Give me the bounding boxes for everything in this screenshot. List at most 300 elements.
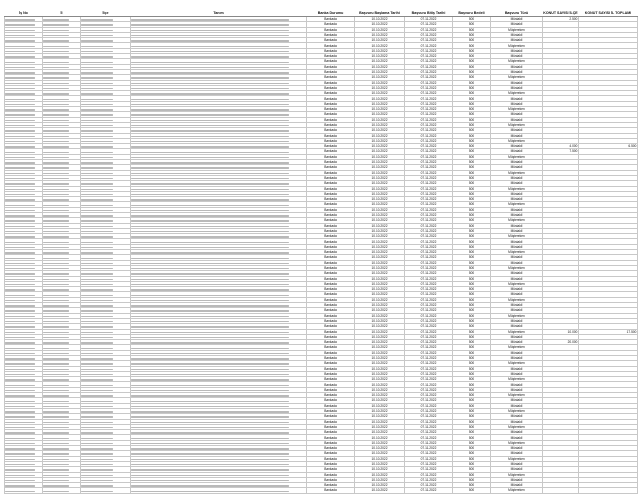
illegible-text-placeholder <box>131 273 289 274</box>
cell-basvuru-turu: Müştereken <box>491 91 543 96</box>
cell-basvuru-turu: Müstakil <box>491 96 543 101</box>
cell-basvuru-baslama: 10.10.2022 <box>355 191 405 196</box>
cell-basvuru-bedeli: 500 <box>453 160 491 165</box>
illegible-text-placeholder <box>5 268 35 269</box>
illegible-text-placeholder <box>131 167 289 168</box>
cell-basvuru-baslama: 10.10.2022 <box>355 170 405 175</box>
cell-basvuru-bitis: 07.11.2022 <box>405 361 453 366</box>
cell-basvuru-bedeli: 500 <box>453 244 491 249</box>
illegible-text-placeholder <box>131 379 289 380</box>
cell-basvuru-bitis: 07.11.2022 <box>405 472 453 477</box>
cell-basvuru-baslama: 10.10.2022 <box>355 456 405 461</box>
cell-basvuru-bitis: 07.11.2022 <box>405 101 453 106</box>
cell-basvuru-baslama: 10.10.2022 <box>355 292 405 297</box>
illegible-text-placeholder <box>131 19 289 20</box>
cell-basvuru-baslama: 10.10.2022 <box>355 350 405 355</box>
illegible-text-placeholder <box>5 183 35 184</box>
cell-basvuru-bedeli: 500 <box>453 318 491 323</box>
illegible-text-placeholder <box>131 99 289 100</box>
illegible-text-placeholder <box>81 459 113 460</box>
cell-basvuru-baslama: 10.10.2022 <box>355 398 405 403</box>
illegible-text-placeholder <box>43 289 69 290</box>
cell-basvuru-baslama: 10.10.2022 <box>355 144 405 149</box>
illegible-text-placeholder <box>5 448 35 449</box>
cell-basvuru-bitis: 07.11.2022 <box>405 54 453 59</box>
cell-banka-durumu: Bankada <box>307 54 355 59</box>
illegible-text-placeholder <box>131 83 289 84</box>
cell-basvuru-baslama: 10.10.2022 <box>355 451 405 456</box>
cell-basvuru-bedeli: 500 <box>453 287 491 292</box>
cell-il <box>43 488 81 493</box>
table-header-row <box>5 4 638 17</box>
cell-basvuru-bitis: 07.11.2022 <box>405 398 453 403</box>
illegible-text-placeholder <box>81 72 113 73</box>
cell-basvuru-turu: Müstakil <box>491 461 543 466</box>
cell-basvuru-turu: Müştereken <box>491 329 543 334</box>
cell-basvuru-turu: Müştereken <box>491 393 543 398</box>
cell-banka-durumu: Bankada <box>307 477 355 482</box>
illegible-text-placeholder <box>131 88 289 89</box>
illegible-text-placeholder <box>5 40 35 41</box>
illegible-text-placeholder <box>131 162 289 163</box>
illegible-text-placeholder <box>5 316 35 317</box>
illegible-text-placeholder <box>5 300 35 301</box>
illegible-text-placeholder <box>81 67 113 68</box>
cell-basvuru-baslama: 10.10.2022 <box>355 366 405 371</box>
cell-banka-durumu: Bankada <box>307 191 355 196</box>
spreadsheet-page <box>4 4 637 493</box>
illegible-text-placeholder <box>131 300 289 301</box>
cell-basvuru-baslama: 10.10.2022 <box>355 435 405 440</box>
illegible-text-placeholder <box>131 226 289 227</box>
illegible-text-placeholder <box>131 157 289 158</box>
cell-banka-durumu: Bankada <box>307 440 355 445</box>
illegible-text-placeholder <box>81 453 113 454</box>
illegible-text-placeholder <box>131 252 289 253</box>
cell-konut-sayisi-il: 17.500 <box>579 329 638 334</box>
illegible-text-placeholder <box>131 348 289 349</box>
cell-banka-durumu: Bankada <box>307 149 355 154</box>
cell-basvuru-bitis: 07.11.2022 <box>405 324 453 329</box>
cell-banka-durumu: Bankada <box>307 202 355 207</box>
cell-basvuru-turu: Müstakil <box>491 318 543 323</box>
illegible-text-placeholder <box>131 485 289 486</box>
illegible-text-placeholder <box>5 19 35 20</box>
cell-basvuru-bitis: 07.11.2022 <box>405 202 453 207</box>
illegible-text-placeholder <box>81 51 113 52</box>
cell-basvuru-turu: Müstakil <box>491 54 543 59</box>
illegible-text-placeholder <box>81 173 113 174</box>
cell-basvuru-bitis: 07.11.2022 <box>405 377 453 382</box>
cell-basvuru-bitis: 07.11.2022 <box>405 80 453 85</box>
illegible-text-placeholder <box>5 146 35 147</box>
cell-basvuru-baslama: 10.10.2022 <box>355 96 405 101</box>
illegible-text-placeholder <box>81 374 113 375</box>
illegible-text-placeholder <box>81 109 113 110</box>
illegible-text-placeholder <box>131 416 289 417</box>
illegible-text-placeholder <box>5 220 35 221</box>
cell-banka-durumu: Bankada <box>307 91 355 96</box>
cell-basvuru-baslama: 10.10.2022 <box>355 318 405 323</box>
cell-basvuru-bitis: 07.11.2022 <box>405 96 453 101</box>
illegible-text-placeholder <box>43 485 69 486</box>
illegible-text-placeholder <box>43 67 69 68</box>
illegible-text-placeholder <box>43 332 69 333</box>
illegible-text-placeholder <box>81 104 113 105</box>
cell-basvuru-bitis: 07.11.2022 <box>405 175 453 180</box>
illegible-text-placeholder <box>81 83 113 84</box>
cell-banka-durumu: Bankada <box>307 371 355 376</box>
illegible-text-placeholder <box>131 56 289 57</box>
illegible-text-placeholder <box>43 173 69 174</box>
cell-banka-durumu: Bankada <box>307 366 355 371</box>
illegible-text-placeholder <box>81 411 113 412</box>
cell-basvuru-baslama: 10.10.2022 <box>355 467 405 472</box>
cell-basvuru-bitis: 07.11.2022 <box>405 149 453 154</box>
illegible-text-placeholder <box>131 279 289 280</box>
illegible-text-placeholder <box>5 348 35 349</box>
illegible-text-placeholder <box>131 448 289 449</box>
cell-basvuru-bitis: 07.11.2022 <box>405 112 453 117</box>
cell-basvuru-bedeli: 500 <box>453 488 491 493</box>
cell-basvuru-bedeli: 500 <box>453 91 491 96</box>
cell-basvuru-turu: Müstakil <box>491 207 543 212</box>
illegible-text-placeholder <box>131 305 289 306</box>
cell-basvuru-baslama: 10.10.2022 <box>355 324 405 329</box>
cell-banka-durumu: Bankada <box>307 472 355 477</box>
cell-basvuru-baslama: 10.10.2022 <box>355 430 405 435</box>
cell-basvuru-baslama: 10.10.2022 <box>355 202 405 207</box>
cell-basvuru-baslama: 10.10.2022 <box>355 303 405 308</box>
cell-basvuru-turu: Müstakil <box>491 271 543 276</box>
cell-basvuru-bedeli: 500 <box>453 403 491 408</box>
illegible-text-placeholder <box>5 379 35 380</box>
cell-basvuru-turu: Müstakil <box>491 287 543 292</box>
cell-basvuru-baslama: 10.10.2022 <box>355 361 405 366</box>
illegible-text-placeholder <box>81 469 113 470</box>
cell-basvuru-bedeli: 500 <box>453 165 491 170</box>
cell-basvuru-turu: Müstakil <box>491 260 543 265</box>
cell-basvuru-bitis: 07.11.2022 <box>405 170 453 175</box>
cell-basvuru-bedeli: 500 <box>453 54 491 59</box>
illegible-text-placeholder <box>5 401 35 402</box>
illegible-text-placeholder <box>43 348 69 349</box>
cell-basvuru-turu: Müstakil <box>491 334 543 339</box>
illegible-text-placeholder <box>5 279 35 280</box>
illegible-text-placeholder <box>131 242 289 243</box>
cell-basvuru-baslama: 10.10.2022 <box>355 287 405 292</box>
cell-basvuru-turu: Müstakil <box>491 17 543 22</box>
illegible-text-placeholder <box>5 342 35 343</box>
cell-banka-durumu: Bankada <box>307 292 355 297</box>
illegible-text-placeholder <box>43 379 69 380</box>
illegible-text-placeholder <box>131 432 289 433</box>
cell-basvuru-bitis: 07.11.2022 <box>405 75 453 80</box>
illegible-text-placeholder <box>131 464 289 465</box>
cell-basvuru-bitis: 07.11.2022 <box>405 308 453 313</box>
illegible-text-placeholder <box>43 263 69 264</box>
illegible-text-placeholder <box>131 67 289 68</box>
illegible-text-placeholder <box>43 342 69 343</box>
cell-basvuru-bitis: 07.11.2022 <box>405 228 453 233</box>
cell-basvuru-bitis: 07.11.2022 <box>405 186 453 191</box>
cell-basvuru-bitis: 07.11.2022 <box>405 144 453 149</box>
cell-basvuru-baslama: 10.10.2022 <box>355 128 405 133</box>
cell-basvuru-bitis: 07.11.2022 <box>405 234 453 239</box>
illegible-text-placeholder <box>131 443 289 444</box>
illegible-text-placeholder <box>81 120 113 121</box>
cell-basvuru-baslama: 10.10.2022 <box>355 461 405 466</box>
illegible-text-placeholder <box>43 279 69 280</box>
cell-basvuru-turu: Müştereken <box>491 218 543 223</box>
illegible-text-placeholder <box>43 199 69 200</box>
cell-basvuru-baslama: 10.10.2022 <box>355 250 405 255</box>
cell-basvuru-bitis: 07.11.2022 <box>405 122 453 127</box>
cell-basvuru-bedeli: 500 <box>453 329 491 334</box>
illegible-text-placeholder <box>43 62 69 63</box>
illegible-text-placeholder <box>131 363 289 364</box>
illegible-text-placeholder <box>5 162 35 163</box>
illegible-text-placeholder <box>5 88 35 89</box>
cell-basvuru-turu: Müstakil <box>491 197 543 202</box>
cell-banka-durumu: Bankada <box>307 377 355 382</box>
cell-basvuru-turu: Müştereken <box>491 154 543 159</box>
cell-basvuru-bitis: 07.11.2022 <box>405 387 453 392</box>
cell-konut-sayisi-ilce <box>543 488 579 493</box>
illegible-text-placeholder <box>43 411 69 412</box>
illegible-text-placeholder <box>5 321 35 322</box>
cell-basvuru-turu: Müstakil <box>491 303 543 308</box>
cell-basvuru-bitis: 07.11.2022 <box>405 107 453 112</box>
cell-basvuru-baslama: 10.10.2022 <box>355 175 405 180</box>
cell-basvuru-baslama: 10.10.2022 <box>355 393 405 398</box>
cell-basvuru-bedeli: 500 <box>453 170 491 175</box>
cell-basvuru-turu: Müştereken <box>491 202 543 207</box>
cell-ilce <box>81 488 131 493</box>
cell-basvuru-baslama: 10.10.2022 <box>355 276 405 281</box>
illegible-text-placeholder <box>81 40 113 41</box>
cell-basvuru-turu: Müstakil <box>491 223 543 228</box>
cell-basvuru-turu: Müstakil <box>491 430 543 435</box>
cell-basvuru-bedeli: 500 <box>453 80 491 85</box>
cell-basvuru-bedeli: 500 <box>453 107 491 112</box>
cell-basvuru-baslama: 10.10.2022 <box>355 477 405 482</box>
illegible-text-placeholder <box>5 453 35 454</box>
cell-basvuru-turu: Müstakil <box>491 181 543 186</box>
cell-basvuru-baslama: 10.10.2022 <box>355 414 405 419</box>
cell-basvuru-bedeli: 500 <box>453 461 491 466</box>
illegible-text-placeholder <box>81 183 113 184</box>
illegible-text-placeholder <box>5 491 35 492</box>
cell-banka-durumu: Bankada <box>307 38 355 43</box>
illegible-text-placeholder <box>43 152 69 153</box>
cell-basvuru-baslama: 10.10.2022 <box>355 419 405 424</box>
cell-banka-durumu: Bankada <box>307 297 355 302</box>
illegible-text-placeholder <box>43 205 69 206</box>
illegible-text-placeholder <box>43 83 69 84</box>
cell-basvuru-baslama: 10.10.2022 <box>355 212 405 217</box>
cell-basvuru-baslama: 10.10.2022 <box>355 313 405 318</box>
cell-basvuru-baslama: 10.10.2022 <box>355 138 405 143</box>
cell-basvuru-turu: Müştereken <box>491 250 543 255</box>
cell-banka-durumu: Bankada <box>307 281 355 286</box>
illegible-text-placeholder <box>81 220 113 221</box>
illegible-text-placeholder <box>43 24 69 25</box>
illegible-text-placeholder <box>131 104 289 105</box>
illegible-text-placeholder <box>43 374 69 375</box>
cell-basvuru-bedeli: 500 <box>453 117 491 122</box>
illegible-text-placeholder <box>131 453 289 454</box>
illegible-text-placeholder <box>81 130 113 131</box>
housing-project-table <box>4 4 638 494</box>
cell-basvuru-bedeli: 500 <box>453 85 491 90</box>
illegible-text-placeholder <box>131 236 289 237</box>
illegible-text-placeholder <box>131 189 289 190</box>
illegible-text-placeholder <box>81 480 113 481</box>
cell-basvuru-turu: Müstakil <box>491 387 543 392</box>
cell-banka-durumu: Bankada <box>307 165 355 170</box>
illegible-text-placeholder <box>43 226 69 227</box>
illegible-text-placeholder <box>81 242 113 243</box>
cell-basvuru-bitis: 07.11.2022 <box>405 154 453 159</box>
cell-basvuru-baslama: 10.10.2022 <box>355 472 405 477</box>
illegible-text-placeholder <box>81 247 113 248</box>
cell-basvuru-bedeli: 500 <box>453 334 491 339</box>
cell-basvuru-bedeli: 500 <box>453 218 491 223</box>
cell-konut-sayisi-ilce: 4.000 <box>543 144 579 149</box>
cell-basvuru-turu: Müstakil <box>491 38 543 43</box>
illegible-text-placeholder <box>131 125 289 126</box>
cell-basvuru-bitis: 07.11.2022 <box>405 48 453 53</box>
illegible-text-placeholder <box>43 443 69 444</box>
cell-basvuru-bedeli: 500 <box>453 377 491 382</box>
illegible-text-placeholder <box>43 51 69 52</box>
illegible-text-placeholder <box>43 252 69 253</box>
illegible-text-placeholder <box>131 475 289 476</box>
illegible-text-placeholder <box>81 263 113 264</box>
illegible-text-placeholder <box>131 136 289 137</box>
cell-basvuru-turu: Müştereken <box>491 440 543 445</box>
cell-banka-durumu: Bankada <box>307 128 355 133</box>
cell-basvuru-bedeli: 500 <box>453 350 491 355</box>
cell-basvuru-bitis: 07.11.2022 <box>405 265 453 270</box>
cell-basvuru-turu: Müstakil <box>491 160 543 165</box>
illegible-text-placeholder <box>43 480 69 481</box>
illegible-text-placeholder <box>43 469 69 470</box>
cell-banka-durumu: Bankada <box>307 170 355 175</box>
illegible-text-placeholder <box>5 369 35 370</box>
illegible-text-placeholder <box>81 46 113 47</box>
illegible-text-placeholder <box>81 316 113 317</box>
illegible-text-placeholder <box>81 273 113 274</box>
illegible-text-placeholder <box>81 385 113 386</box>
cell-banka-durumu: Bankada <box>307 255 355 260</box>
illegible-text-placeholder <box>5 24 35 25</box>
illegible-text-placeholder <box>5 422 35 423</box>
illegible-text-placeholder <box>131 369 289 370</box>
cell-basvuru-baslama: 10.10.2022 <box>355 107 405 112</box>
illegible-text-placeholder <box>131 109 289 110</box>
cell-banka-durumu: Bankada <box>307 313 355 318</box>
illegible-text-placeholder <box>131 326 289 327</box>
cell-basvuru-bitis: 07.11.2022 <box>405 329 453 334</box>
cell-basvuru-bedeli: 500 <box>453 361 491 366</box>
illegible-text-placeholder <box>81 162 113 163</box>
cell-banka-durumu: Bankada <box>307 414 355 419</box>
illegible-text-placeholder <box>81 279 113 280</box>
cell-basvuru-baslama: 10.10.2022 <box>355 424 405 429</box>
illegible-text-placeholder <box>131 210 289 211</box>
illegible-text-placeholder <box>131 247 289 248</box>
illegible-text-placeholder <box>131 258 289 259</box>
cell-banka-durumu: Bankada <box>307 403 355 408</box>
cell-basvuru-bitis: 07.11.2022 <box>405 488 453 493</box>
cell-basvuru-bitis: 07.11.2022 <box>405 250 453 255</box>
illegible-text-placeholder <box>81 62 113 63</box>
illegible-text-placeholder <box>5 395 35 396</box>
cell-banka-durumu: Bankada <box>307 430 355 435</box>
illegible-text-placeholder <box>43 310 69 311</box>
illegible-text-placeholder <box>43 210 69 211</box>
illegible-text-placeholder <box>43 77 69 78</box>
illegible-text-placeholder <box>81 337 113 338</box>
cell-basvuru-bedeli: 500 <box>453 75 491 80</box>
cell-banka-durumu: Bankada <box>307 356 355 361</box>
illegible-text-placeholder <box>5 353 35 354</box>
illegible-text-placeholder <box>81 395 113 396</box>
illegible-text-placeholder <box>81 99 113 100</box>
cell-konut-sayisi-ilce: 10.000 <box>543 329 579 334</box>
illegible-text-placeholder <box>43 358 69 359</box>
cell-basvuru-baslama: 10.10.2022 <box>355 122 405 127</box>
illegible-text-placeholder <box>131 40 289 41</box>
illegible-text-placeholder <box>131 263 289 264</box>
cell-basvuru-bedeli: 500 <box>453 228 491 233</box>
cell-basvuru-bitis: 07.11.2022 <box>405 59 453 64</box>
cell-basvuru-bitis: 07.11.2022 <box>405 91 453 96</box>
cell-basvuru-turu: Müstakil <box>491 483 543 488</box>
illegible-text-placeholder <box>5 295 35 296</box>
illegible-text-placeholder <box>43 231 69 232</box>
cell-basvuru-bitis: 07.11.2022 <box>405 38 453 43</box>
illegible-text-placeholder <box>43 167 69 168</box>
cell-basvuru-bedeli: 500 <box>453 440 491 445</box>
cell-basvuru-bedeli: 500 <box>453 202 491 207</box>
illegible-text-placeholder <box>43 56 69 57</box>
cell-basvuru-turu: Müştereken <box>491 75 543 80</box>
cell-basvuru-bedeli: 500 <box>453 276 491 281</box>
illegible-text-placeholder <box>131 173 289 174</box>
cell-ilk-no <box>5 488 43 493</box>
cell-banka-durumu: Bankada <box>307 287 355 292</box>
cell-banka-durumu: Bankada <box>307 329 355 334</box>
cell-banka-durumu: Bankada <box>307 345 355 350</box>
illegible-text-placeholder <box>5 390 35 391</box>
cell-basvuru-baslama: 10.10.2022 <box>355 345 405 350</box>
illegible-text-placeholder <box>81 310 113 311</box>
cell-banka-durumu: Bankada <box>307 122 355 127</box>
illegible-text-placeholder <box>5 358 35 359</box>
cell-banka-durumu: Bankada <box>307 398 355 403</box>
cell-basvuru-turu: Müştereken <box>491 488 543 493</box>
cell-basvuru-turu: Müştereken <box>491 170 543 175</box>
illegible-text-placeholder <box>81 284 113 285</box>
cell-basvuru-bitis: 07.11.2022 <box>405 191 453 196</box>
illegible-text-placeholder <box>5 310 35 311</box>
cell-basvuru-baslama: 10.10.2022 <box>355 32 405 37</box>
illegible-text-placeholder <box>43 453 69 454</box>
cell-banka-durumu: Bankada <box>307 361 355 366</box>
